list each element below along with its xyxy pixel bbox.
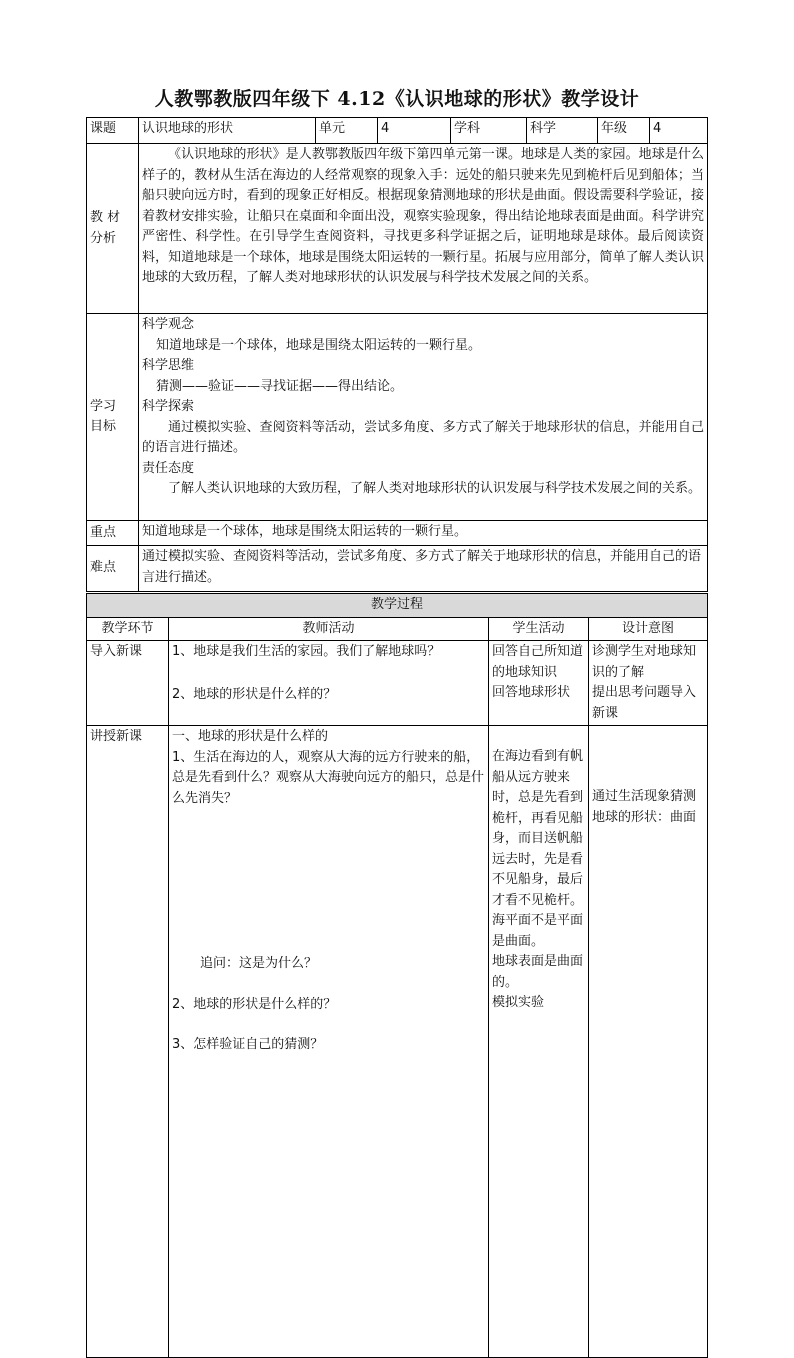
process-header: 教学过程	[87, 594, 708, 618]
goal-text-attitude: 了解人类认识地球的大致历程，了解人类对地球形状的认识发展与科学技术发展之间的关系。	[168, 481, 702, 496]
goal-text-thinking: 猜测——验证——寻找证据——得出结论。	[156, 378, 404, 394]
goal-heading-concept: 科学观念	[142, 317, 195, 332]
goals-content	[139, 314, 708, 521]
goal-heading-explore: 科学探索	[142, 399, 195, 414]
intro-teacher-q2: 2、地球的形状是什么样的？	[172, 686, 337, 702]
difficulty-label: 难点	[87, 546, 139, 592]
analysis-text: 《认识地球的形状》是人教鄂教版四年级下第四单元第一课。地球是人类的家园。地球是什么样子的，教材从生活在海边的人经常观察的现象入手：远处的船只驶来先见到桅杆后见到船体；当船只驶向远方时，看到的现象正好相反。根据现象猜测地球的形状是曲面。假设需要科学验证，接着教材安排实验，让船只在桌面和伞面出没，观察实验现象，得出结论地球表面是曲面。科学讲究严密性、科学性。在引导学生查阅资料，寻找更多科学证据之后，证明地球是球体。最后阅读资料，知道地球是一个球体，地球是围绕太阳运转的一颗行星。拓展与应用部分，简单了解人类认识地球的大致历程，了解人类对地球形状的认识发展与科学技术发展之间的关系。	[139, 144, 708, 314]
subject-label: 学科	[451, 118, 527, 144]
lesson-info-table	[86, 117, 708, 592]
lesson-teacher-ask: 追问：这是为什么？	[200, 956, 318, 971]
lesson-student-observe: 在海边看到有帆船从远方驶来时，总是先看到桅杆，再看见船身，而目送帆船远去时，先是看不见船身，最后才看不见桅杆。	[492, 749, 584, 908]
lesson-teacher	[169, 726, 489, 1358]
goals-label: 学习 目标	[87, 314, 139, 521]
grade-value: 4	[650, 118, 708, 144]
analysis-label: 教 材 分析	[87, 144, 139, 314]
intro-intent: 诊测学生对地球知识的了解 提出思考问题导入新课	[589, 641, 708, 726]
intro-stage: 导入新课	[87, 641, 169, 726]
lesson-teacher-q3: 3、怎样验证自己的猜测？	[172, 1037, 324, 1052]
col-student: 学生活动	[489, 617, 589, 641]
difficulty-text: 通过模拟实验、查阅资料等活动，尝试多角度、多方式了解关于地球形状的信息，并能用自己的语言进行描述。	[139, 546, 708, 592]
unit-value: 4	[378, 118, 451, 144]
unit-label: 单元	[316, 118, 378, 144]
goal-heading-thinking: 科学思维	[142, 358, 195, 373]
lesson-student-sea: 海平面不是平面是曲面。	[492, 913, 584, 949]
key-text: 知道地球是一个球体，地球是围绕太阳运转的一颗行星。	[139, 521, 708, 546]
lesson-student-surface: 地球表面是曲面的。	[492, 954, 584, 990]
goal-heading-attitude: 责任态度	[142, 460, 195, 476]
lesson-stage: 讲授新课	[87, 726, 169, 1358]
col-stage: 教学环节	[87, 617, 169, 641]
intro-teacher-q1: 1、地球是我们生活的家园。我们了解地球吗？	[172, 644, 441, 659]
goal-text-explore: 通过模拟实验、查阅资料等活动，尝试多角度、多方式了解关于地球形状的信息，并能用自己的语言进行描述。	[142, 419, 704, 455]
process-table	[86, 593, 708, 1358]
col-intent: 设计意图	[589, 617, 708, 641]
lesson-student-experiment: 模拟实验	[492, 995, 545, 1010]
document-title: 人教鄂教版四年级下 4.12《认识地球的形状》教学设计	[154, 88, 640, 110]
intro-teacher	[169, 641, 489, 726]
goal-text-concept: 知道地球是一个球体，地球是围绕太阳运转的一颗行星。	[156, 337, 482, 353]
intro-student: 回答自己所知道的地球知识 回答地球形状	[489, 641, 589, 726]
key-label: 重点	[87, 521, 139, 546]
col-teacher: 教师活动	[169, 617, 489, 641]
topic-value: 认识地球的形状	[139, 118, 316, 144]
lesson-student	[489, 726, 589, 1358]
lesson-teacher-q2: 2、地球的形状是什么样的？	[172, 996, 337, 1012]
lesson-teacher-q1: 1、生活在海边的人，观察从大海的远方行驶来的船，总是先看到什么？观察从大海驶向远方的船只，总是什么先消失？	[172, 749, 485, 806]
subject-value: 科学	[527, 118, 598, 144]
lesson-intent	[589, 726, 708, 1358]
grade-label: 年级	[598, 118, 650, 144]
lesson-teacher-heading: 一、地球的形状是什么样的	[172, 729, 329, 744]
topic-label: 课题	[87, 118, 139, 144]
lesson-intent-text: 通过生活现象猜测地球的形状：曲面	[592, 789, 697, 825]
